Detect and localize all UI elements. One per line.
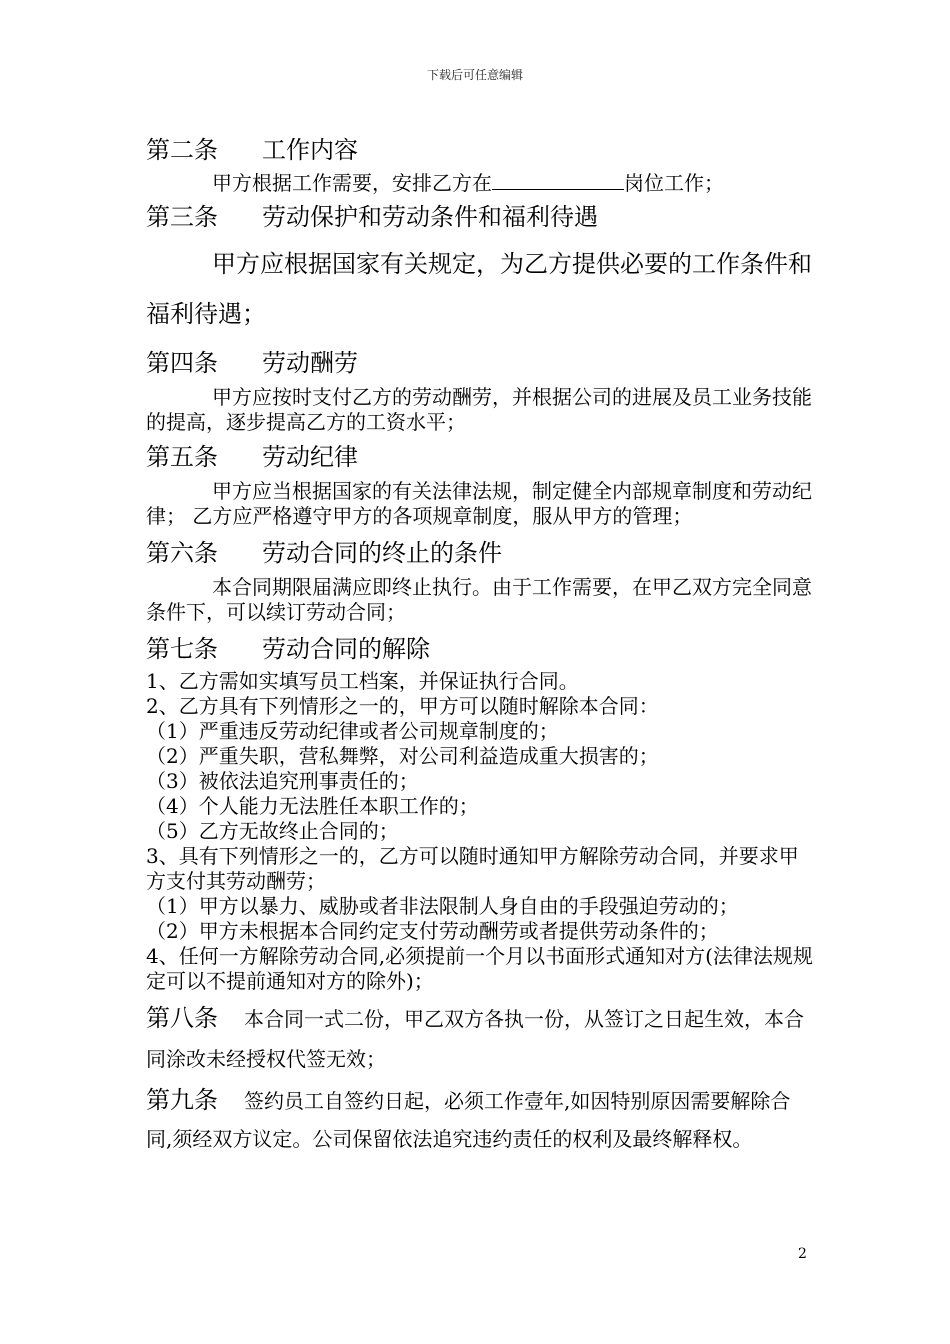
clause-line: （1）甲方以暴力、威胁或者非法限制人身自由的手段强迫劳动的； <box>146 894 739 918</box>
article-5-body: 甲方应当根据国家的有关法律法规，制定健全内部规章制度和劳动纪律； 乙方应严格遵守甲方的各项规章制度，服从甲方的管理； <box>146 479 812 528</box>
clause-line: （5）乙方无故终止合同的； <box>146 819 399 843</box>
clause-line: （4）个人能力无法胜任本职工作的； <box>146 794 479 818</box>
article-4-body: 甲方应按时支付乙方的劳动酬劳，并根据公司的进展及员工业务技能的提高，逐步提高乙方的工资水平； <box>146 385 812 434</box>
article-number: 第五条 <box>146 443 218 471</box>
clause-line: （2）甲方未根据本合同约定支付劳动酬劳或者提供劳动条件的； <box>146 919 719 943</box>
clause-line: 2、乙方具有下列情形之一的，甲方可以随时解除本合同： <box>146 694 659 718</box>
article-2-body <box>146 170 816 196</box>
article-title: 工作内容 <box>262 136 358 164</box>
article-7-clauses <box>146 669 816 994</box>
page-number: 2 <box>798 1246 807 1262</box>
article-number: 第三条 <box>146 203 218 231</box>
article-6-heading <box>146 537 816 569</box>
clause-line: （3）被依法追究刑事责任的； <box>146 769 419 793</box>
article-6-body: 本合同期限届满应即终止执行。由于工作需要，在甲乙双方完全同意条件下，可以续订劳动合同； <box>146 575 812 624</box>
clause-line: 4、任何一方解除劳动合同,必须提前一个月以书面形式通知对方(法律法规规定可以不提前通知对方的除外)； <box>146 944 813 993</box>
article-number: 第六条 <box>146 539 218 567</box>
page-header: 下载后可任意编辑 <box>426 68 523 82</box>
clause-line: 3、具有下列情形之一的，乙方可以随时通知甲方解除劳动合同，并要求甲方支付其劳动酬劳； <box>146 844 799 893</box>
article-number: 第四条 <box>146 349 218 377</box>
article-2-text-after: 岗位工作； <box>624 171 724 195</box>
article-2-heading <box>146 134 816 166</box>
article-2-text-before: 甲方根据工作需要，安排乙方在 <box>212 171 492 195</box>
article-title: 劳动合同的终止的条件 <box>262 539 502 567</box>
article-8-body: 本合同一式二份，甲乙双方各执一份，从签订之日起生效，本合同涂改未经授权代签无效； <box>146 1007 804 1071</box>
article-8 <box>146 998 816 1079</box>
article-number: 第八条 <box>146 1004 218 1032</box>
article-title: 劳动合同的解除 <box>262 635 430 663</box>
article-5-heading <box>146 441 816 473</box>
article-number: 第七条 <box>146 635 218 663</box>
clause-line: （2）严重失职，营私舞弊，对公司利益造成重大损害的； <box>146 744 659 768</box>
article-7-heading <box>146 633 816 665</box>
article-number: 第九条 <box>146 1086 218 1114</box>
position-blank <box>492 170 624 190</box>
article-3-body: 甲方应根据国家有关规定，为乙方提供必要的工作条件和福利待遇； <box>146 250 812 328</box>
article-3-heading <box>146 201 816 233</box>
clause-line: （1）严重违反劳动纪律或者公司规章制度的； <box>146 719 559 743</box>
article-4-heading <box>146 347 816 379</box>
article-title: 劳动保护和劳动条件和福利待遇 <box>262 203 598 231</box>
contract-body <box>146 130 816 1158</box>
article-number: 第二条 <box>146 136 218 164</box>
article-title: 劳动纪律 <box>262 443 358 471</box>
article-title: 劳动酬劳 <box>262 349 358 377</box>
article-9-body: 签约员工自签约日起，必须工作壹年,如因特别原因需要解除合同,须经双方议定。公司保留依法追究违约责任的权利及最终解释权。 <box>146 1089 791 1151</box>
clause-line: 1、乙方需如实填写员工档案，并保证执行合同。 <box>146 669 579 693</box>
article-9 <box>146 1081 816 1158</box>
